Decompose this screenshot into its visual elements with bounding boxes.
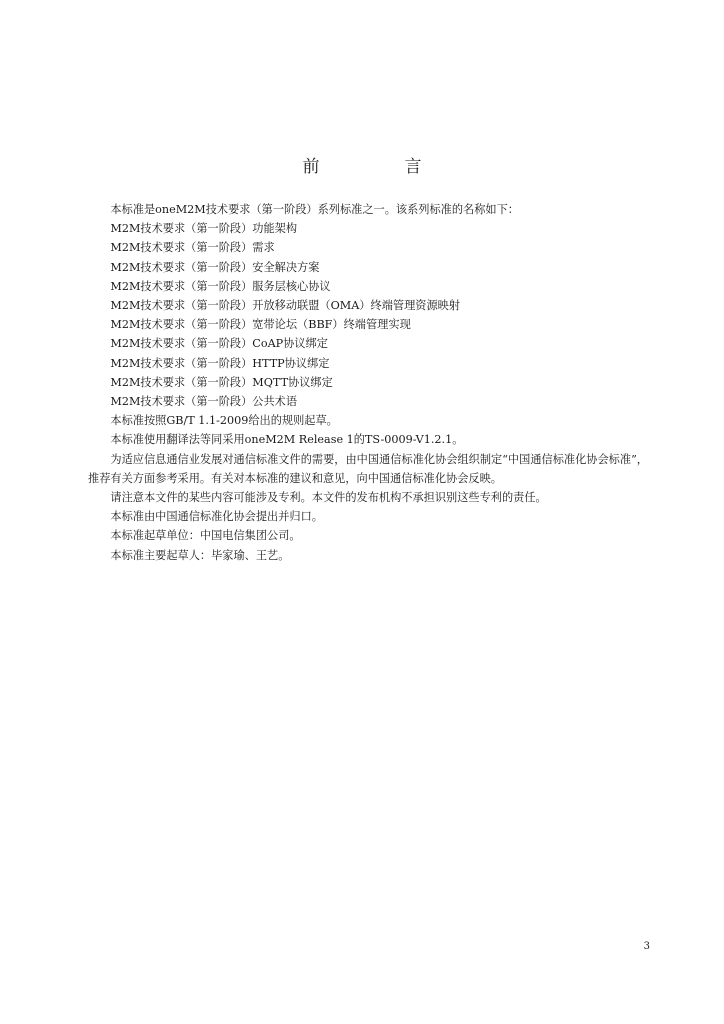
paragraph: M2M技术要求（第一阶段）HTTP协议绑定 — [110, 356, 330, 370]
foreword-body — [88, 200, 648, 565]
paragraph: M2M技术要求（第一阶段）服务层核心协议 — [110, 279, 331, 293]
paragraph: 本标准是oneM2M技术要求（第一阶段）系列标准之一。该系列标准的名称如下： — [110, 203, 519, 216]
paragraph: 本标准主要起草人：毕家瑜、王艺。 — [110, 548, 290, 562]
paragraph: M2M技术要求（第一阶段）安全解决方案 — [110, 260, 320, 274]
paragraph: 为适应信息通信业发展对通信标准文件的需要，由中国通信标准化协会组织制定“中国通信标准化协会标准”，推荐有关方面参考采用。有关对本标准的建议和意见，向中国通信标准化协会反映。 — [88, 452, 648, 485]
paragraph: M2M技术要求（第一阶段）公共术语 — [110, 395, 298, 409]
paragraph: M2M技术要求（第一阶段）开放移动联盟（OMA）终端管理资源映射 — [110, 299, 461, 313]
paragraph: M2M技术要求（第一阶段）需求 — [110, 241, 275, 255]
paragraph: 本标准按照GB/T 1.1-2009给出的规则起草。 — [110, 414, 338, 428]
page-number: 3 — [643, 941, 650, 952]
paragraph: 本标准由中国通信标准化协会提出并归口。 — [110, 510, 323, 524]
paragraph: M2M技术要求（第一阶段）功能架构 — [110, 222, 298, 236]
paragraph: 本标准起草单位：中国电信集团公司。 — [110, 529, 301, 543]
paragraph: 本标准使用翻译法等同采用oneM2M Release 1的TS-0009-V1.2.1。 — [110, 433, 464, 447]
paragraph: M2M技术要求（第一阶段）MQTT协议绑定 — [110, 375, 333, 389]
paragraph: M2M技术要求（第一阶段）CoAP协议绑定 — [110, 337, 328, 351]
paragraph: 请注意本文件的某些内容可能涉及专利。本文件的发布机构不承担识别这些专利的责任。 — [110, 491, 547, 505]
page-title: 前 言 — [302, 157, 456, 177]
paragraph: M2M技术要求（第一阶段）宽带论坛（BBF）终端管理实现 — [110, 318, 411, 332]
